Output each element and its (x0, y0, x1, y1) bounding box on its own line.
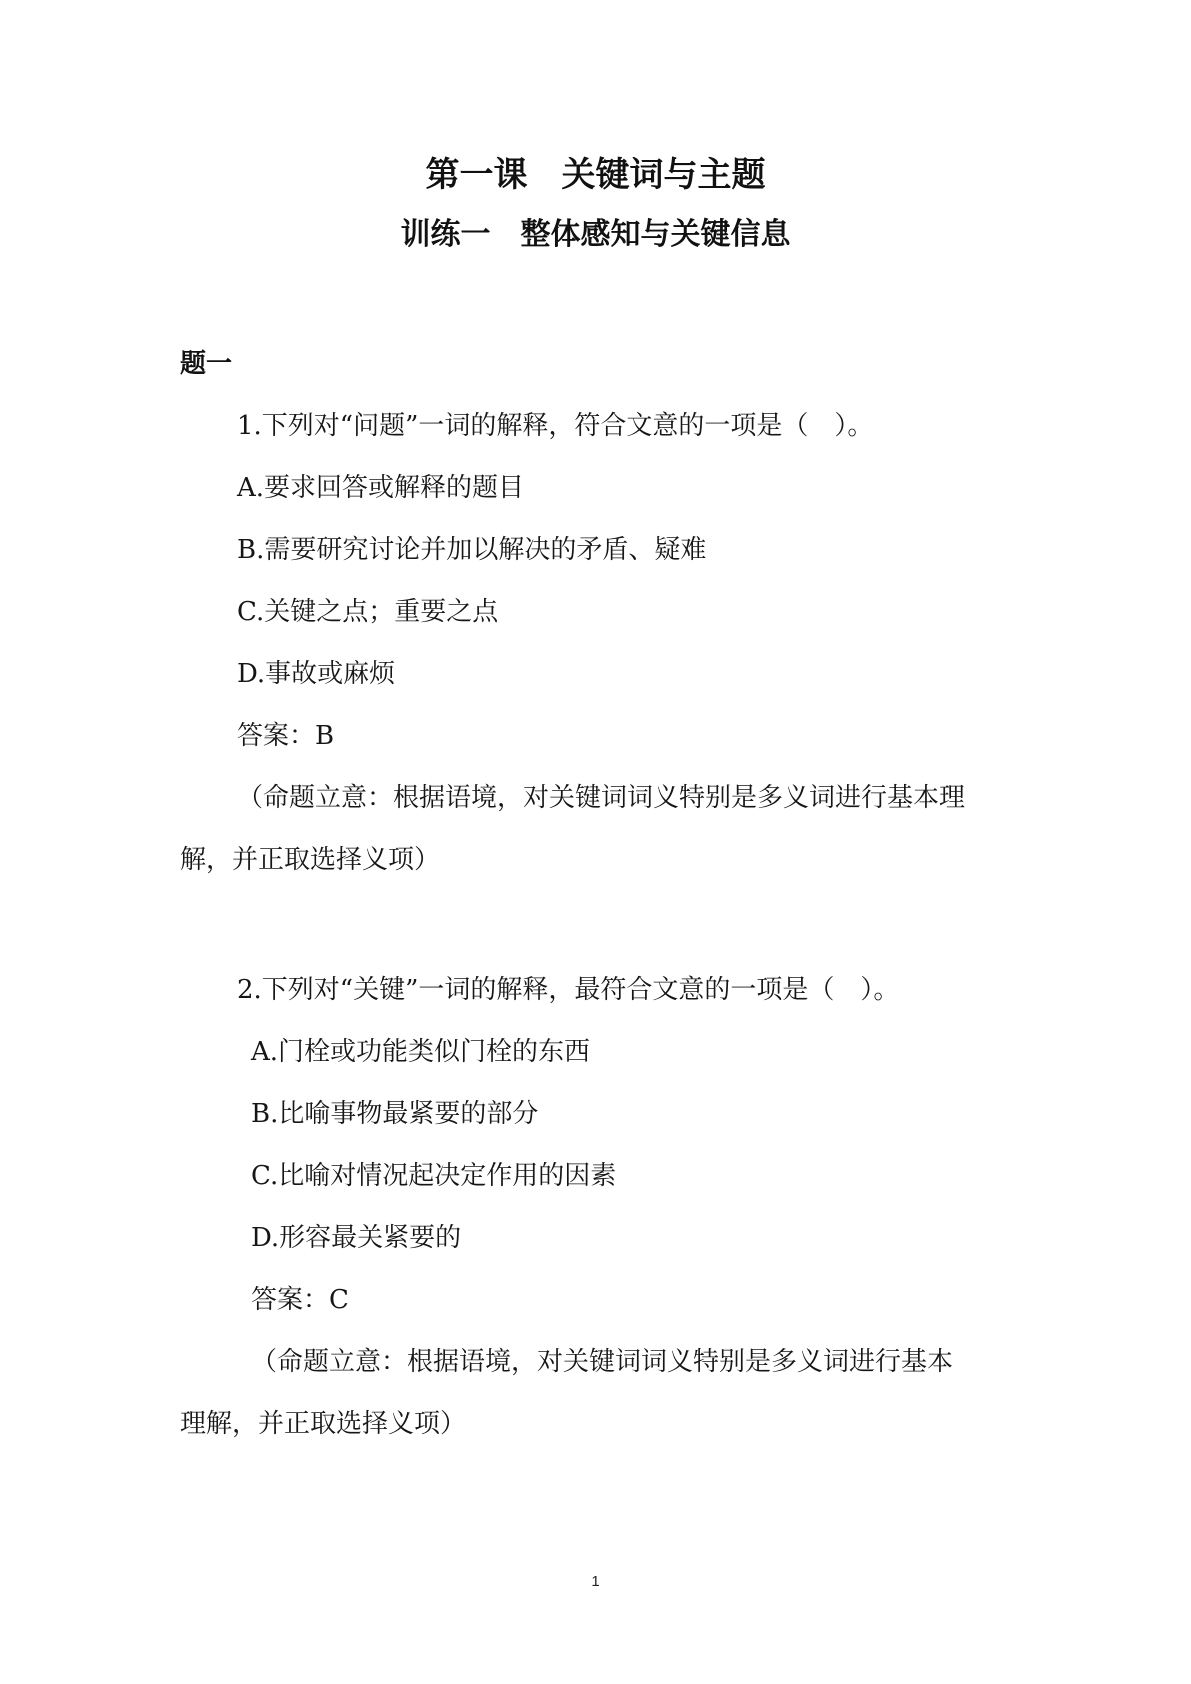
question-1-option-c: C.关键之点；重要之点 (237, 597, 499, 627)
question-1-option-b: B.需要研究讨论并加以解决的矛盾、疑难 (237, 535, 707, 565)
lesson-subtitle: 训练一 整体感知与关键信息 (400, 218, 791, 251)
question-1-note-line-2: 解，并正取选择义项） (180, 845, 441, 875)
question-1-option-d: D.事故或麻烦 (237, 659, 396, 689)
question-2-option-a: A.门栓或功能类似门栓的东西 (251, 1037, 591, 1067)
question-1-note-line-1: （命题立意：根据语境，对关键词词义特别是多义词进行基本理 (237, 783, 966, 813)
question-2-answer: 答案：C (251, 1285, 349, 1315)
question-1-option-a: A.要求回答或解释的题目 (237, 473, 525, 503)
question-2-note-line-2: 理解，并正取选择义项） (180, 1409, 467, 1439)
question-2-option-b: B.比喻事物最紧要的部分 (251, 1099, 539, 1129)
question-2-note-line-1: （命题立意：根据语境，对关键词词义特别是多义词进行基本 (251, 1347, 954, 1377)
question-2-stem: 2.下列对“关键”一词的解释，最符合文意的一项是（ ）。 (237, 975, 900, 1005)
question-2-option-c: C.比喻对情况起决定作用的因素 (251, 1161, 617, 1191)
lesson-title: 第一课 关键词与主题 (425, 156, 766, 194)
question-1-stem: 1.下列对“问题”一词的解释，符合文意的一项是（ ）。 (237, 411, 874, 441)
question-1-answer: 答案：B (237, 721, 335, 751)
section-label: 题一 (180, 348, 233, 378)
page-number: 1 (591, 1573, 600, 1590)
question-2-option-d: D.形容最关紧要的 (251, 1223, 462, 1253)
